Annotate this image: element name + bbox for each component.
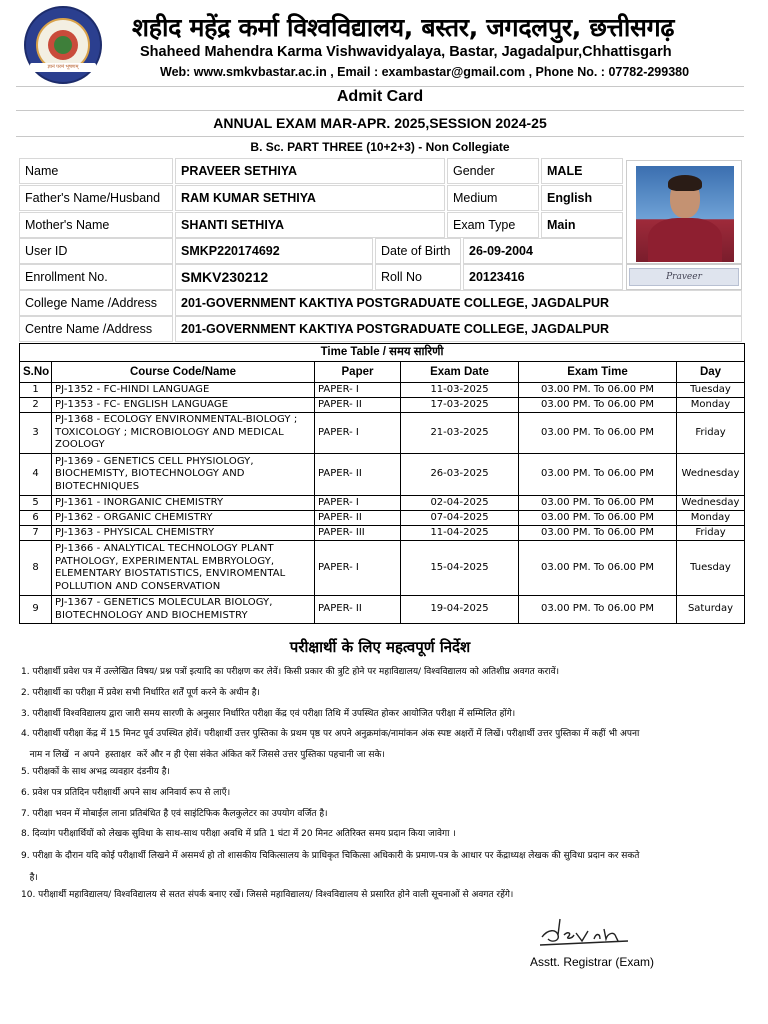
row-day: Tuesday (677, 383, 745, 398)
row-day: Wednesday (677, 454, 745, 496)
row-paper: PAPER- I (315, 413, 401, 454)
row-day: Friday (677, 526, 745, 541)
instruction-item: 3. परीक्षार्थी विश्वविद्यालय द्वारा जारी समय सारणी के अनुसार निर्धारित परीक्षा केंद्र एवं परीक्षा तिथि में उपस्थित होकर आयोजित परीक्षा में सम्मिलित होंगे। (21, 709, 516, 719)
timetable-title: Time Table / समय सारिणी (20, 344, 745, 362)
gender-value: MALE (541, 158, 623, 184)
row-paper: PAPER- II (315, 454, 401, 496)
row-date: 11-03-2025 (401, 383, 519, 398)
row-sno: 6 (20, 511, 52, 526)
instruction-item: 1. परीक्षार्थी प्रवेश पत्र में उल्लेखित विषय/ प्रश्न पत्रों इत्यादि का परीक्षण कर लेवें। किसी प्रकार की त्रुटि होने पर महाविद्यालय/ विश्वविद्यालय को अतिशीघ्र अवगत करावें। (21, 667, 559, 677)
instruction-item: 2. परीक्षार्थी का परीक्षा में प्रवेश सभी निर्धारित शर्तें पूर्ण करने के अधीन है। (21, 688, 260, 698)
row-course: PJ-1369 - GENETICS CELL PHYSIOLOGY, BIOCHEMISTY, BIOTECHNOLOGY AND BIOTECHNIQUES (52, 454, 315, 496)
medium-label: Medium (447, 185, 539, 211)
col-header-paper: Paper (315, 362, 401, 383)
table-row (20, 496, 745, 511)
registrar-title: Asstt. Registrar (Exam) (530, 955, 655, 969)
divider (16, 110, 744, 111)
timetable (19, 343, 745, 624)
row-time: 03.00 PM. To 06.00 PM (519, 398, 677, 413)
instruction-item: 9. परीक्षा के दौरान यदि कोई परीक्षार्थी लिखने में असमर्थ हो तो शासकीय चिकित्सालय के प्राधिकृत चिकित्सा अधिकारी के प्रमाण-पत्र के आधार पर केंद्राध्यक्ष लेखक की सुविधा प्रदान कर सकते (21, 851, 640, 861)
row-time: 03.00 PM. To 06.00 PM (519, 526, 677, 541)
row-time: 03.00 PM. To 06.00 PM (519, 454, 677, 496)
exam-title: ANNUAL EXAM MAR-APR. 2025,SESSION 2024-25 (213, 115, 547, 131)
user-id-label: User ID (19, 238, 173, 264)
row-sno: 3 (20, 413, 52, 454)
table-row (20, 454, 745, 496)
row-paper: PAPER- III (315, 526, 401, 541)
university-name-english: Shaheed Mahendra Karma Vishwavidyalaya, Bastar, Jagadalpur,Chhattisgarh (140, 44, 672, 60)
row-sno: 8 (20, 541, 52, 596)
university-contact: Web: www.smkvbastar.ac.in , Email : exambastar@gmail.com , Phone No. : 07782-299380 (160, 65, 690, 79)
instruction-item: 6. प्रवेश पत्र प्रतिदिन परीक्षार्थी अपने साथ अनिवार्य रूप से लाएँ। (21, 788, 231, 798)
registrar-signature (538, 915, 638, 947)
centre-label: Centre Name /Address (19, 316, 173, 342)
row-paper: PAPER- I (315, 383, 401, 398)
roll-value: 20123416 (463, 264, 623, 290)
col-header-day: Day (677, 362, 745, 383)
row-course: PJ-1366 - ANALYTICAL TECHNOLOGY PLANT PATHOLOGY, EXPERIMENTAL EMBRYOLOGY, ELEMENTARY BIOSTATISTICS, ENVIROMENTAL POLLUTION AND CONSERVATION (52, 541, 315, 596)
row-date: 26-03-2025 (401, 454, 519, 496)
row-course: PJ-1363 - PHYSICAL CHEMISTRY (52, 526, 315, 541)
table-row (20, 383, 745, 398)
instruction-item: 7. परीक्षा भवन में मोबाईल लाना प्रतिबंधित है एवं साइंटिफिक कैलकुलेटर का उपयोग वर्जित है। (21, 809, 328, 819)
row-date: 17-03-2025 (401, 398, 519, 413)
row-time: 03.00 PM. To 06.00 PM (519, 596, 677, 624)
row-date: 21-03-2025 (401, 413, 519, 454)
table-row (20, 541, 745, 596)
row-course: PJ-1353 - FC- ENGLISH LANGUAGE (52, 398, 315, 413)
row-course: PJ-1362 - ORGANIC CHEMISTRY (52, 511, 315, 526)
instruction-item: 8. दिव्यांग परीक्षार्थियों को लेखक सुविधा के साथ-साथ परीक्षा अवधि में प्रति 1 घंटा में 20 मिनट अतिरिक्त समय प्रदान किया जावेगा । (21, 829, 456, 839)
logo-caption: ज्ञानं परमं भूषणम् (30, 63, 96, 72)
father-name: RAM KUMAR SETHIYA (175, 185, 445, 211)
divider (16, 136, 744, 137)
instruction-item: 10. परीक्षार्थी महाविद्यालय/ विश्वविद्यालय से सतत संपर्क बनाए रखें। जिससे महाविद्यालय/ विश्वविद्यालय से प्रसारित होने वाली सूचनाओं से अवगत रहेंगे। (21, 890, 514, 900)
university-name-hindi: शहीद महेंद्र कर्मा विश्वविद्यालय, बस्तर, जगदलपुर, छत्तीसगढ़ (132, 13, 675, 42)
col-header-time: Exam Time (519, 362, 677, 383)
row-course: PJ-1367 - GENETICS MOLECULAR BIOLOGY, BIOTECHNOLOGY AND BIOCHEMISTRY (52, 596, 315, 624)
enrollment-value: SMKV230212 (175, 264, 373, 290)
dob-value: 26-09-2004 (463, 238, 623, 264)
name-label: Name (19, 158, 173, 184)
row-paper: PAPER- II (315, 398, 401, 413)
gender-label: Gender (447, 158, 539, 184)
row-day: Wednesday (677, 496, 745, 511)
row-date: 02-04-2025 (401, 496, 519, 511)
row-day: Friday (677, 413, 745, 454)
row-time: 03.00 PM. To 06.00 PM (519, 496, 677, 511)
table-row (20, 413, 745, 454)
row-day: Saturday (677, 596, 745, 624)
table-row (20, 398, 745, 413)
row-date: 15-04-2025 (401, 541, 519, 596)
medium-value: English (541, 185, 623, 211)
row-day: Tuesday (677, 541, 745, 596)
col-header-course: Course Code/Name (52, 362, 315, 383)
mother-name: SHANTI SETHIYA (175, 212, 445, 238)
exam-type-label: Exam Type (447, 212, 539, 238)
father-label: Father's Name/Husband (19, 185, 173, 211)
university-logo (24, 6, 102, 84)
row-paper: PAPER- I (315, 541, 401, 596)
row-date: 07-04-2025 (401, 511, 519, 526)
student-signature-text: Praveer (629, 268, 739, 286)
row-sno: 2 (20, 398, 52, 413)
col-header-date: Exam Date (401, 362, 519, 383)
row-time: 03.00 PM. To 06.00 PM (519, 541, 677, 596)
roll-label: Roll No (375, 264, 461, 290)
exam-type-value: Main (541, 212, 623, 238)
row-time: 03.00 PM. To 06.00 PM (519, 511, 677, 526)
instruction-item: 4. परीक्षार्थी परीक्षा केंद्र में 15 मिनट पूर्व उपस्थित होवें। परीक्षार्थी उत्तर पुस्तिका के प्रथम पृष्ठ पर अपने अनुक्रमांक/नामांकन अंक स्पष्ट अक्षरों में लिखें। परीक्षार्थी उत्तर पुस्तिका में कहीं भी अपना (21, 729, 640, 739)
row-day: Monday (677, 398, 745, 413)
table-row (20, 511, 745, 526)
table-row (20, 526, 745, 541)
row-paper: PAPER- II (315, 596, 401, 624)
student-photo (626, 160, 742, 264)
student-name: PRAVEER SETHIYA (175, 158, 445, 184)
row-time: 03.00 PM. To 06.00 PM (519, 383, 677, 398)
user-id-value: SMKP220174692 (175, 238, 373, 264)
row-date: 19-04-2025 (401, 596, 519, 624)
mother-label: Mother's Name (19, 212, 173, 238)
college-label: College Name /Address (19, 290, 173, 316)
instruction-item: है। (21, 873, 38, 883)
row-day: Monday (677, 511, 745, 526)
table-row (20, 596, 745, 624)
student-signature (626, 264, 742, 290)
row-date: 11-04-2025 (401, 526, 519, 541)
instruction-item: नाम न लिखें न अपने हस्ताक्षर करें और न ही ऐसा संकेत अंकित करें जिससे उत्तर पुस्तिका पहचानी जा सके। (21, 750, 385, 760)
row-course: PJ-1352 - FC-HINDI LANGUAGE (52, 383, 315, 398)
row-sno: 1 (20, 383, 52, 398)
class-title: B. Sc. PART THREE (10+2+3) - Non Collegiate (250, 140, 510, 154)
row-sno: 4 (20, 454, 52, 496)
row-sno: 5 (20, 496, 52, 511)
instruction-item: 5. परीक्षकों के साथ अभद्र व्यवहार दंडनीय है। (21, 767, 170, 777)
row-sno: 9 (20, 596, 52, 624)
row-course: PJ-1361 - INORGANIC CHEMISTRY (52, 496, 315, 511)
row-sno: 7 (20, 526, 52, 541)
centre-value: 201-GOVERNMENT KAKTIYA POSTGRADUATE COLLEGE, JAGDALPUR (175, 316, 742, 342)
row-time: 03.00 PM. To 06.00 PM (519, 413, 677, 454)
enrollment-label: Enrollment No. (19, 264, 173, 290)
instructions-title: परीक्षार्थी के लिए महत्वपूर्ण निर्देश (289, 638, 471, 656)
col-header-sno: S.No (20, 362, 52, 383)
divider (16, 86, 744, 87)
dob-label: Date of Birth (375, 238, 461, 264)
row-paper: PAPER- I (315, 496, 401, 511)
row-paper: PAPER- II (315, 511, 401, 526)
admit-card-title: Admit Card (336, 88, 424, 105)
row-course: PJ-1368 - ECOLOGY ENVIRONMENTAL-BIOLOGY ; TOXICOLOGY ; MICROBIOLOGY AND MEDICAL ZOOLOGY (52, 413, 315, 454)
college-value: 201-GOVERNMENT KAKTIYA POSTGRADUATE COLLEGE, JAGDALPUR (175, 290, 742, 316)
